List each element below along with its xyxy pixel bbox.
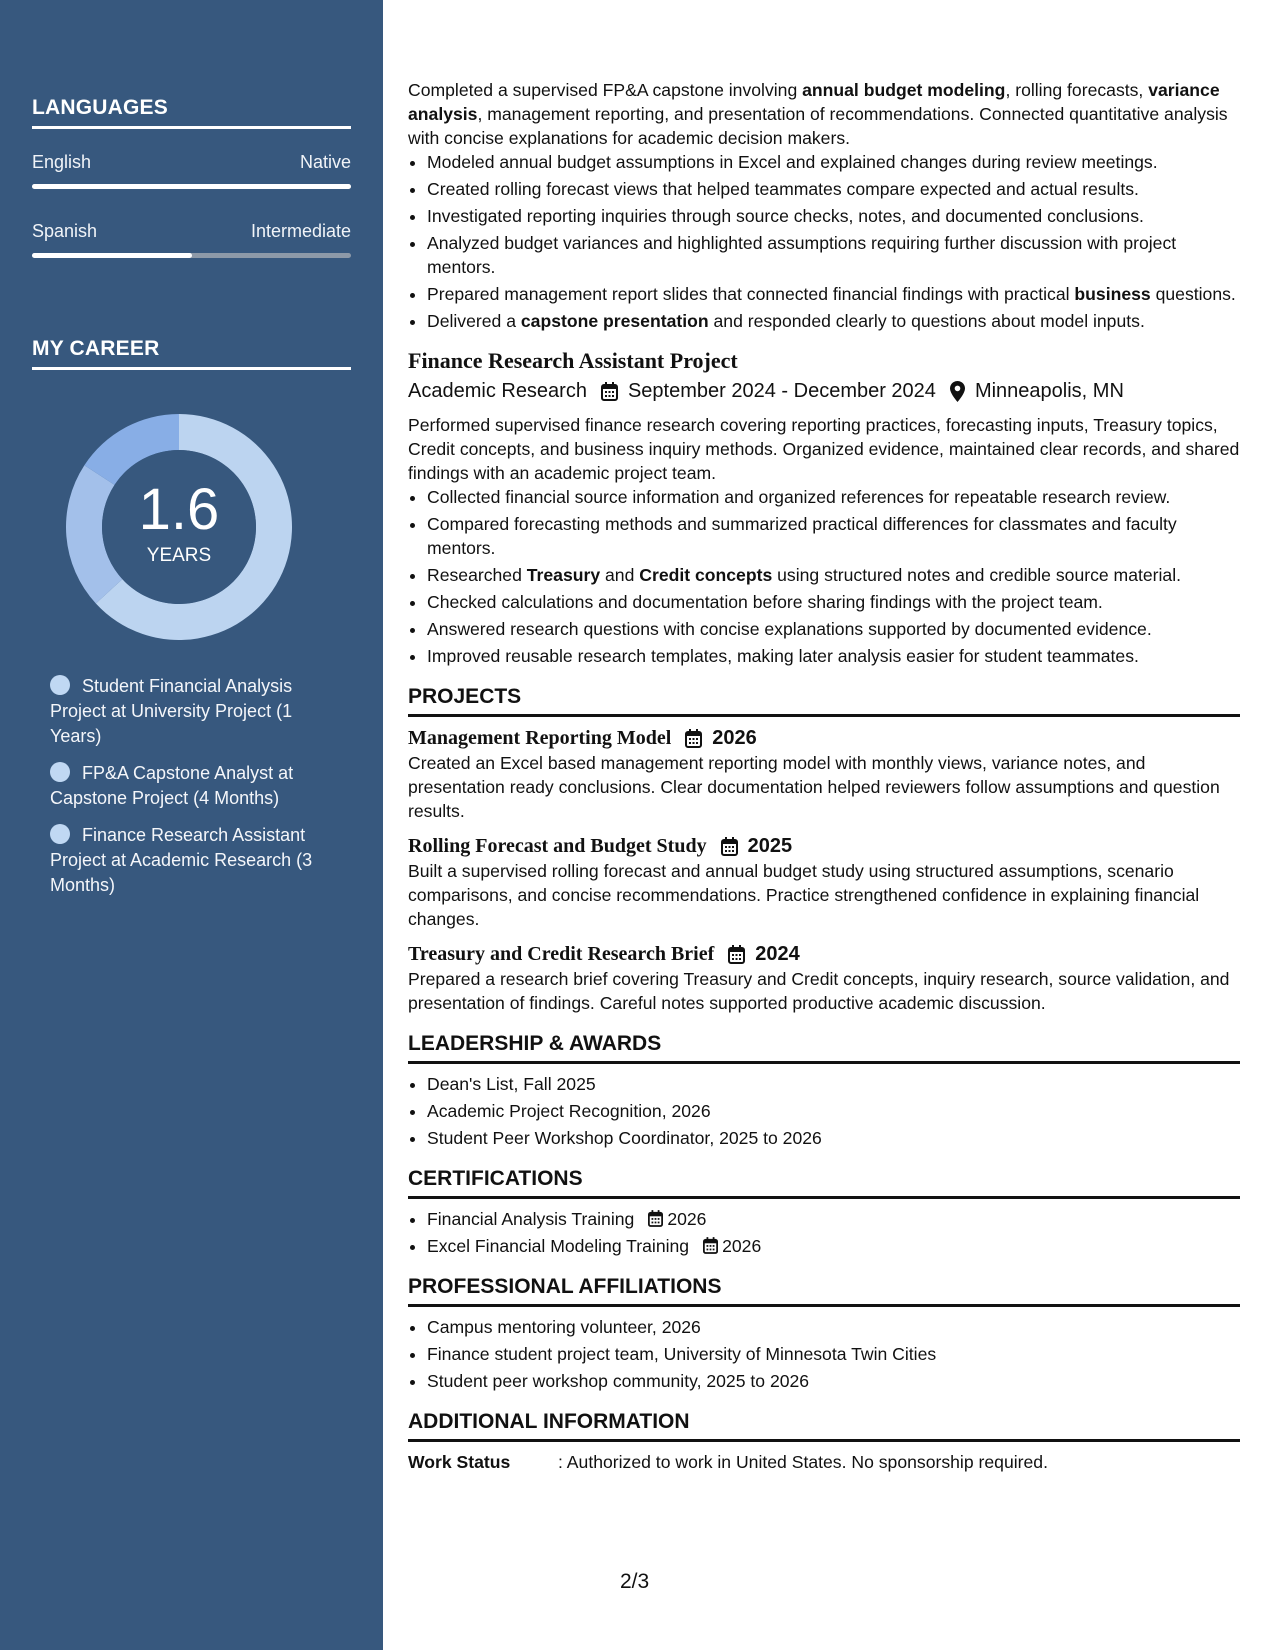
bullet-item: • Compared forecasting methods and summarized practical differences for classmates and faculty mentors. xyxy=(427,512,1240,560)
bullet-bold: Credit concepts xyxy=(639,565,773,585)
projects-heading: PROJECTS xyxy=(408,684,1240,717)
list-item: • Dean's List, Fall 2025 xyxy=(427,1072,1240,1096)
career-total: 1.6 xyxy=(138,477,220,542)
sidebar xyxy=(0,0,383,1650)
language-spanish xyxy=(32,221,351,242)
career-unit: YEARS xyxy=(146,545,212,566)
intro-text: , rolling forecasts, xyxy=(1005,80,1149,100)
language-bar-spanish xyxy=(32,253,351,258)
additional-heading: ADDITIONAL INFORMATION xyxy=(408,1409,1240,1442)
intro-bold: annual budget modeling xyxy=(802,80,1006,100)
legend-label: Student Financial Analysis Project at University Project (1 Years) xyxy=(50,676,293,746)
project-year: 2024 xyxy=(755,943,800,965)
legend-item xyxy=(50,674,340,749)
bullet-item: • Collected financial source information and organized references for repeatable research review. xyxy=(427,485,1240,509)
project-year: 2026 xyxy=(712,727,757,749)
calendar-icon xyxy=(685,729,702,748)
intro-text: Completed a supervised FP&A capstone involving xyxy=(408,80,803,100)
bullet-item: • Answered research questions with concise explanations supported by documented evidence. xyxy=(427,617,1240,641)
legend-item xyxy=(50,761,340,811)
project-item xyxy=(408,833,1240,931)
bullet-item: • Checked calculations and documentation before sharing findings with the project team. xyxy=(427,590,1240,614)
cert-name: Financial Analysis Training xyxy=(427,1209,635,1229)
bullet-bold: business xyxy=(1074,284,1151,304)
career-donut-center xyxy=(66,414,292,640)
job-title: Finance Research Assistant Project xyxy=(408,348,738,373)
job-location: Minneapolis, MN xyxy=(974,380,1124,402)
calendar-icon xyxy=(728,945,745,964)
project-name: Rolling Forecast and Budget Study xyxy=(408,835,707,857)
bullet-text: using structured notes and credible source material. xyxy=(772,565,1182,585)
bullet-text: and responded clearly to questions about model inputs. xyxy=(708,311,1145,331)
project-title xyxy=(408,725,1240,751)
list-item: • Student peer workshop community, 2025 to 2026 xyxy=(427,1369,1240,1393)
legend-label: FP&A Capstone Analyst at Capstone Project (4 Months) xyxy=(50,763,294,808)
list-item xyxy=(427,1207,1240,1231)
cert-year: 2026 xyxy=(722,1236,762,1256)
bullet-bold: Treasury xyxy=(526,565,601,585)
bullet-text: Delivered a xyxy=(427,311,521,331)
main-content xyxy=(408,78,1240,1474)
bullet-item: • Investigated reporting inquiries through source checks, notes, and documented conclusions. xyxy=(427,204,1240,228)
project-year: 2025 xyxy=(747,835,793,857)
leadership-list xyxy=(408,1072,1240,1150)
page-number: 2/3 xyxy=(620,1570,650,1593)
map-pin-icon xyxy=(950,381,965,402)
bullet-text: Researched xyxy=(427,565,527,585)
bullet-item: • Modeled annual budget assumptions in Excel and explained changes during review meetings. xyxy=(427,150,1240,174)
bullet-text: and xyxy=(600,565,640,585)
project-desc: Prepared a research brief covering Treasury and Credit concepts, inquiry research, source validation, and presentation of findings. Careful notes supported productive academic discussion. xyxy=(408,969,1230,1013)
languages-heading: LANGUAGES xyxy=(32,96,351,129)
bullet-item xyxy=(427,563,1240,587)
project-item xyxy=(408,725,1240,823)
list-item: • Academic Project Recognition, 2026 xyxy=(427,1099,1240,1123)
bullet-item xyxy=(427,309,1240,333)
intro-bullets xyxy=(408,150,1240,333)
legend-label: Finance Research Assistant Project at Academic Research (3 Months) xyxy=(50,825,313,895)
bullet-text: questions. xyxy=(1150,284,1236,304)
bullet-item: • Improved reusable research templates, making later analysis easier for student teammates. xyxy=(427,644,1240,668)
cert-year: 2026 xyxy=(667,1209,707,1229)
career-donut xyxy=(66,414,292,640)
project-desc: Built a supervised rolling forecast and annual budget study using structured assumptions, scenario comparisons, and concise recommendations. Practice strengthened confidence in explaining financial changes. xyxy=(408,861,1200,929)
bullet-item: • Analyzed budget variances and highlighted assumptions requiring further discussion with project mentors. xyxy=(427,231,1240,279)
job-summary: Performed supervised finance research covering reporting practices, forecasting inputs, Treasury topics, Credit concepts, and business inquiry methods. Organized evidence, maintained clear records, and shared findings with an academic project team. xyxy=(408,415,1240,483)
project-title xyxy=(408,941,1240,967)
affiliations-heading: PROFESSIONAL AFFILIATIONS xyxy=(408,1274,1240,1307)
work-status-label: Work Status xyxy=(408,1452,511,1472)
certifications-heading: CERTIFICATIONS xyxy=(408,1166,1240,1199)
language-bar-english xyxy=(32,184,351,189)
project-desc: Created an Excel based management reporting model with monthly views, variance notes, and presentation ready conclusions. Clear documentation helped reviewers follow assumptions and question results. xyxy=(408,753,1220,821)
legend-dot-icon xyxy=(50,762,70,782)
bullet-item xyxy=(427,282,1240,306)
language-level: Native xyxy=(299,152,351,172)
intro-text: , management reporting, and presentation of recommendations. Connected quantitative analysis with concise explanations for academic decision makers. xyxy=(408,104,1228,148)
bullet-bold: capstone presentation xyxy=(520,311,709,331)
job-meta xyxy=(408,377,1240,405)
career-heading: MY CAREER xyxy=(32,337,351,370)
project-name: Treasury and Credit Research Brief xyxy=(408,943,715,965)
project-name: Management Reporting Model xyxy=(408,727,672,749)
language-level: Intermediate xyxy=(250,221,351,241)
work-status-value: : Authorized to work in United States. No sponsorship required. xyxy=(558,1452,1048,1472)
job-bullets xyxy=(408,485,1240,668)
legend-dot-icon xyxy=(50,675,70,695)
calendar-icon xyxy=(721,837,738,856)
calendar-icon xyxy=(648,1210,663,1227)
language-name: English xyxy=(32,152,92,172)
job-org: Academic Research xyxy=(408,380,587,402)
career-legend xyxy=(50,674,340,910)
work-status-row xyxy=(408,1450,1240,1474)
project-title xyxy=(408,833,1240,859)
project-item xyxy=(408,941,1240,1015)
legend-dot-icon xyxy=(50,824,70,844)
affiliations-list xyxy=(408,1315,1240,1393)
list-item: • Campus mentoring volunteer, 2026 xyxy=(427,1315,1240,1339)
bullet-text: Prepared management report slides that connected financial findings with practical xyxy=(427,284,1075,304)
calendar-icon xyxy=(703,1237,718,1254)
list-item xyxy=(427,1234,1240,1258)
intro-paragraph xyxy=(408,78,1240,150)
calendar-icon xyxy=(601,382,618,401)
language-bar-fill xyxy=(32,184,351,189)
language-bar-fill xyxy=(32,253,192,258)
intro-bold: variance analysis xyxy=(408,80,1220,124)
certifications-list xyxy=(408,1207,1240,1258)
language-name: Spanish xyxy=(32,221,98,241)
list-item: • Student Peer Workshop Coordinator, 2025 to 2026 xyxy=(427,1126,1240,1150)
legend-item xyxy=(50,823,340,898)
cert-name: Excel Financial Modeling Training xyxy=(427,1236,690,1256)
leadership-heading: LEADERSHIP & AWARDS xyxy=(408,1031,1240,1064)
job-dates: September 2024 - December 2024 xyxy=(627,380,936,402)
bullet-item: • Created rolling forecast views that helped teammates compare expected and actual results. xyxy=(427,177,1240,201)
list-item: • Finance student project team, University of Minnesota Twin Cities xyxy=(427,1342,1240,1366)
language-english xyxy=(32,152,351,173)
